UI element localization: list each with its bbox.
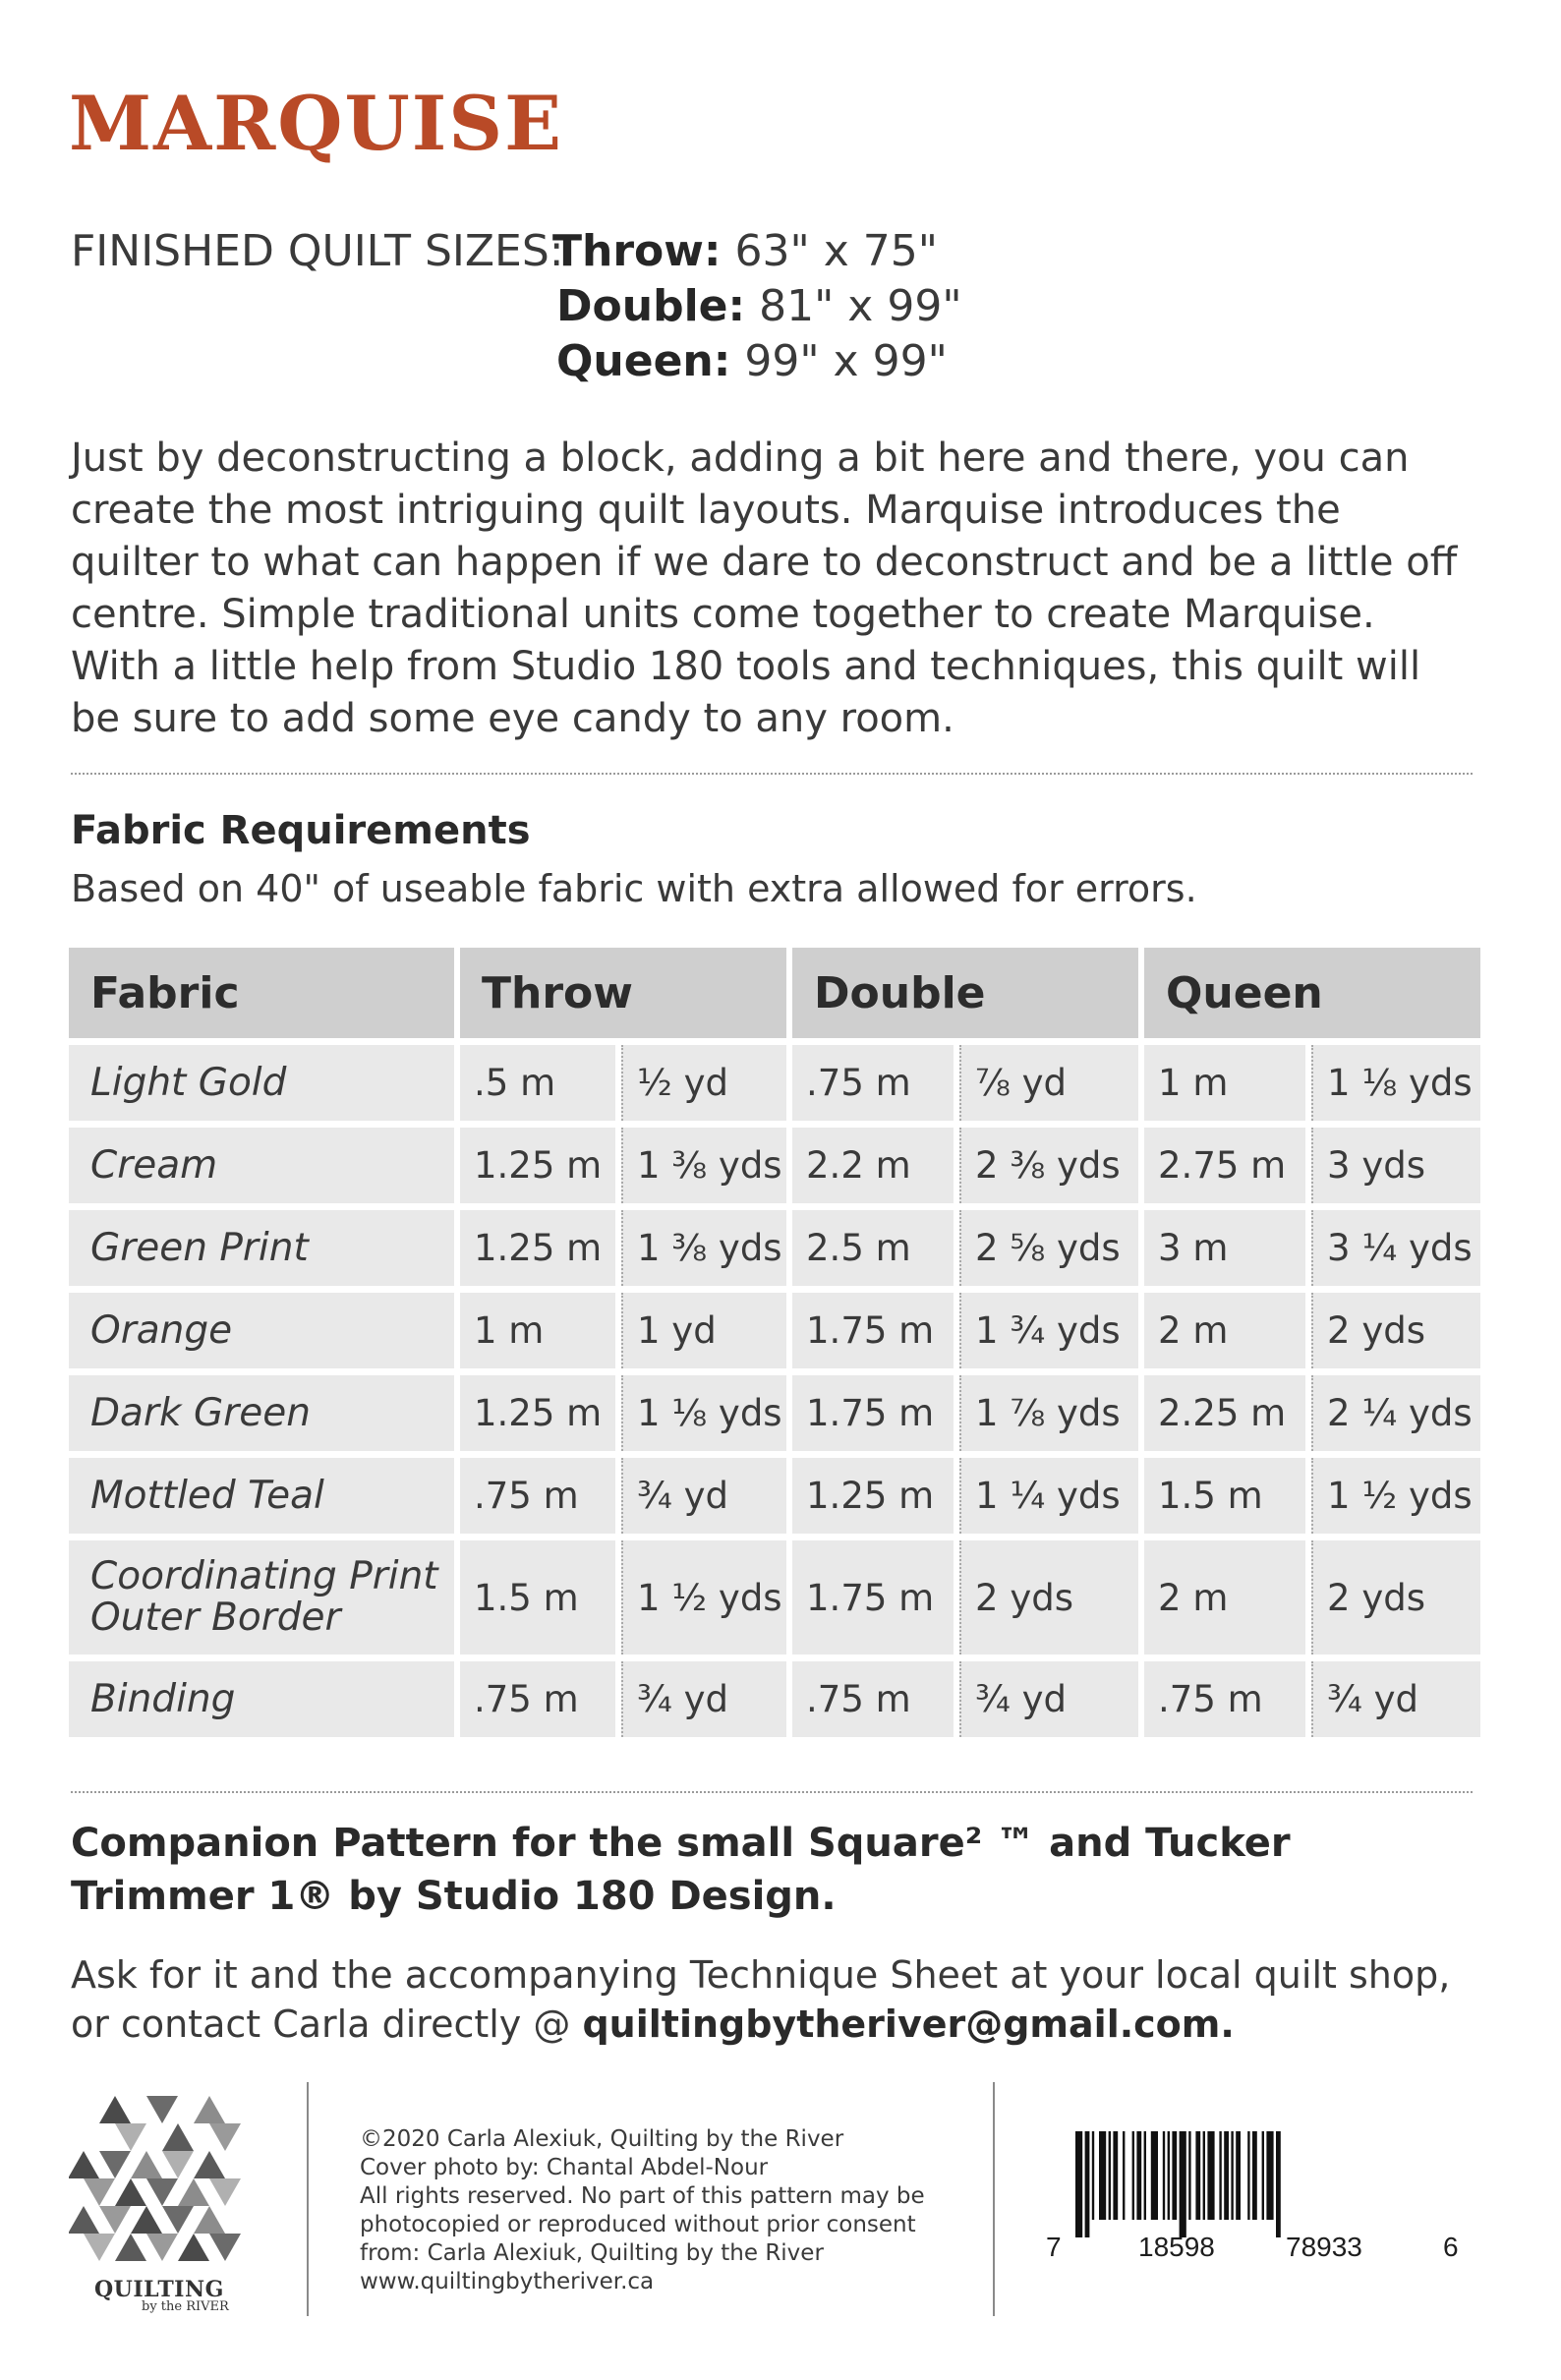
size-throw-value: 63" x 75" — [734, 226, 938, 276]
table-row — [69, 1128, 1480, 1203]
cell-queen-yd: 3 yds — [1311, 1128, 1480, 1203]
cell-double-yd: 2 ⅜ yds — [959, 1128, 1138, 1203]
cell-throw-yd: ½ yd — [621, 1045, 786, 1121]
fabric-name-cell: Mottled Teal — [69, 1458, 454, 1534]
table-row — [69, 1458, 1480, 1534]
table-row — [69, 1293, 1480, 1368]
cell-double-m: .75 m — [792, 1661, 954, 1737]
barcode-group-left: 18598 — [1138, 2232, 1215, 2262]
size-queen-value: 99" x 99" — [744, 336, 948, 386]
fabric-name-cell: Light Gold — [69, 1045, 454, 1121]
table-header-row — [69, 948, 1480, 1038]
cell-queen-m: 3 m — [1144, 1210, 1305, 1286]
companion-note: Companion Pattern for the small Square² ™ and Tucker Trimmer 1® by Studio 180 Design. — [71, 1821, 1291, 1919]
cell-double-m: .75 m — [792, 1045, 954, 1121]
cell-double-yd: 1 ¾ yds — [959, 1293, 1138, 1368]
cell-queen-yd: 1 ½ yds — [1311, 1458, 1480, 1534]
size-queen — [556, 334, 948, 389]
col-header-fabric: Fabric — [69, 948, 454, 1038]
copyright-line: Cover photo by: Chantal Abdel-Nour — [360, 2155, 769, 2180]
cell-throw-m: 1.5 m — [460, 1540, 615, 1654]
cell-queen-yd: 2 ¼ yds — [1311, 1375, 1480, 1451]
size-double-value: 81" x 99" — [759, 281, 962, 331]
cell-queen-m: 1.5 m — [1144, 1458, 1305, 1534]
cell-throw-m: .75 m — [460, 1458, 615, 1534]
table-row — [69, 1045, 1480, 1121]
fabric-name-cell: Binding — [69, 1661, 454, 1737]
cell-queen-m: 2 m — [1144, 1540, 1305, 1654]
barcode-digit-first: 7 — [1046, 2232, 1062, 2262]
col-header-double: Double — [792, 948, 1138, 1038]
footer-divider — [993, 2082, 995, 2316]
cell-throw-m: .5 m — [460, 1045, 615, 1121]
cell-throw-yd: ¾ yd — [621, 1661, 786, 1737]
table-row — [69, 1661, 1480, 1737]
cell-queen-yd: ¾ yd — [1311, 1661, 1480, 1737]
copyright-line: www.quiltingbytheriver.ca — [360, 2269, 655, 2294]
size-queen-label: Queen: — [556, 336, 731, 386]
fabric-name-cell: Orange — [69, 1293, 454, 1368]
cell-queen-m: 1 m — [1144, 1045, 1305, 1121]
fabric-requirements-note: Based on 40" of useable fabric with extra allowed for errors. — [71, 867, 1197, 910]
cell-double-m: 2.5 m — [792, 1210, 954, 1286]
cell-throw-m: .75 m — [460, 1661, 615, 1737]
cell-queen-yd: 3 ¼ yds — [1311, 1210, 1480, 1286]
cell-double-m: 1.75 m — [792, 1375, 954, 1451]
fabric-name-cell: Cream — [69, 1128, 454, 1203]
cell-double-yd: ⅞ yd — [959, 1045, 1138, 1121]
intro-paragraph: Just by deconstructing a block, adding a bit here and there, you can create the most intriguing quilt layouts. Marquise introduces the quilter to what can happen if we dare to deconstruct and be a little off centre. Simple traditional units come together to create Marquise. With a little help from Studio 180 tools and techniques, this quilt will be sure to add some eye candy to any room. — [71, 435, 1458, 741]
cell-throw-m: 1.25 m — [460, 1210, 615, 1286]
cell-double-yd: 2 ⅝ yds — [959, 1210, 1138, 1286]
fabric-requirements-table — [63, 941, 1486, 1744]
section-divider — [71, 1791, 1473, 1793]
barcode-group-right: 78933 — [1286, 2232, 1362, 2262]
cell-double-yd: 1 ⅞ yds — [959, 1375, 1138, 1451]
cell-queen-yd: 2 yds — [1311, 1540, 1480, 1654]
cell-throw-yd: 1 ⅜ yds — [621, 1210, 786, 1286]
logo-name-big: QUILTING — [94, 2277, 224, 2302]
cell-double-yd: 1 ¼ yds — [959, 1458, 1138, 1534]
table-row — [69, 1540, 1480, 1654]
col-header-throw: Throw — [460, 948, 786, 1038]
pattern-title: MARQUISE — [69, 80, 564, 167]
contact-email-link[interactable]: quiltingbytheriver@gmail.com. — [582, 2003, 1235, 2046]
table-row — [69, 1210, 1480, 1286]
cell-queen-yd: 1 ⅛ yds — [1311, 1045, 1480, 1121]
logo-wordmark — [94, 2279, 232, 2314]
size-double — [556, 279, 962, 334]
cell-throw-m: 1.25 m — [460, 1128, 615, 1203]
footer-divider — [307, 2082, 309, 2316]
fabric-requirements-heading: Fabric Requirements — [71, 808, 531, 853]
fabric-name-cell: Coordinating Print Outer Border — [69, 1540, 454, 1654]
sizes-lead: FINISHED QUILT SIZES: — [71, 226, 564, 276]
copyright-line: from: Carla Alexiuk, Quilting by the River — [360, 2240, 824, 2266]
fabric-name-cell: Dark Green — [69, 1375, 454, 1451]
cell-queen-yd: 2 yds — [1311, 1293, 1480, 1368]
cell-double-yd: ¾ yd — [959, 1661, 1138, 1737]
cell-throw-yd: 1 ⅛ yds — [621, 1375, 786, 1451]
copyright-line: photocopied or reproduced without prior consent — [360, 2212, 916, 2237]
cell-throw-yd: ¾ yd — [621, 1458, 786, 1534]
copyright-block — [360, 2125, 969, 2296]
cell-queen-m: 2.25 m — [1144, 1375, 1305, 1451]
cell-throw-yd: 1 ½ yds — [621, 1540, 786, 1654]
cell-double-m: 1.75 m — [792, 1540, 954, 1654]
cell-throw-m: 1 m — [460, 1293, 615, 1368]
fabric-name-cell: Green Print — [69, 1210, 454, 1286]
size-double-label: Double: — [556, 281, 746, 331]
cell-queen-m: 2 m — [1144, 1293, 1305, 1368]
copyright-line: All rights reserved. No part of this pattern may be — [360, 2183, 925, 2209]
cell-double-m: 1.25 m — [792, 1458, 954, 1534]
cell-double-yd: 2 yds — [959, 1540, 1138, 1654]
col-header-queen: Queen — [1144, 948, 1480, 1038]
logo-name-small: by the RIVER — [142, 2299, 229, 2314]
size-throw — [552, 224, 938, 279]
section-divider — [71, 773, 1473, 775]
table-row — [69, 1375, 1480, 1451]
cell-queen-m: .75 m — [1144, 1661, 1305, 1737]
barcode-icon — [1073, 2131, 1447, 2239]
cell-double-m: 2.2 m — [792, 1128, 954, 1203]
contact-note — [71, 1950, 1486, 2049]
contact-text: Ask for it and the accompanying Technique Sheet at your local quilt shop, or contact Carla directly @ — [71, 1953, 1451, 2046]
size-throw-label: Throw: — [552, 226, 722, 276]
cell-throw-yd: 1 yd — [621, 1293, 786, 1368]
cell-queen-m: 2.75 m — [1144, 1128, 1305, 1203]
cell-double-m: 1.75 m — [792, 1293, 954, 1368]
cell-throw-yd: 1 ⅜ yds — [621, 1128, 786, 1203]
copyright-line: ©2020 Carla Alexiuk, Quilting by the River — [360, 2126, 844, 2152]
barcode-digit-last: 6 — [1443, 2232, 1459, 2262]
cell-throw-m: 1.25 m — [460, 1375, 615, 1451]
